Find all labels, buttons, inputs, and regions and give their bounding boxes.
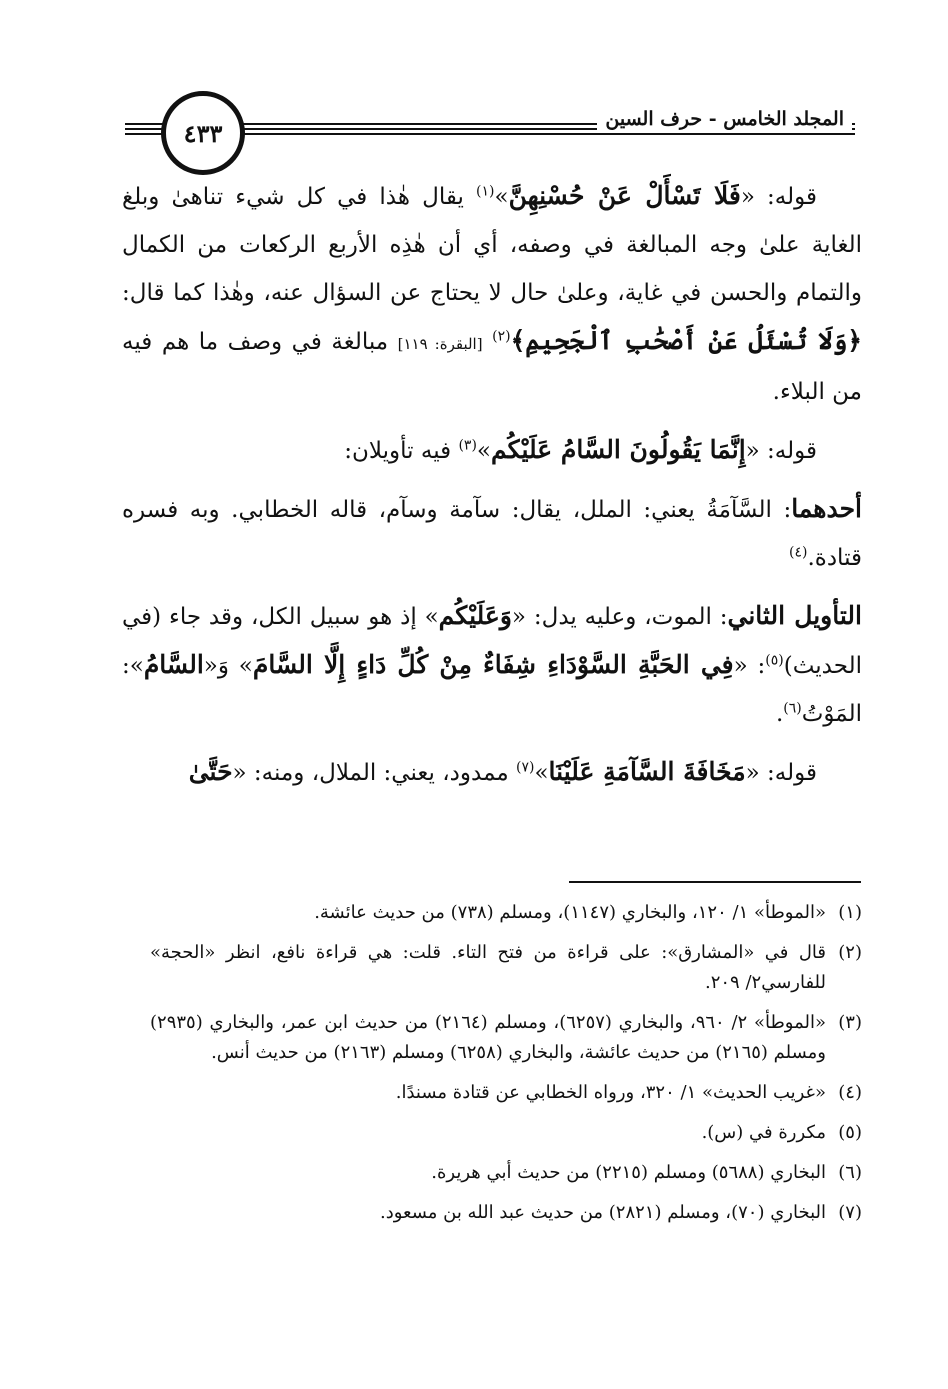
footnote-number: (١) <box>838 902 862 923</box>
paragraph-4 <box>122 592 862 738</box>
p2-close: » <box>476 438 491 464</box>
footnote-text: «الموطأ» ٢/ ٩٦٠، والبخاري (٦٢٥٧)، ومسلم (٢١٦٤) من حديث ابن عمر، والبخاري (٢٩٣٥) ومسلم (٢١٦٥) من حديث عائشة، والبخاري (٦٢٥٨) ومسلم (٢١٦٣) من حديث أنس. <box>150 1012 826 1063</box>
p4-text1: : الموت، وعليه يدل: « <box>511 604 728 630</box>
footnote-text: «الموطأ» ١/ ١٢٠، والبخاري (١١٤٧)، ومسلم (٧٣٨) من حديث عائشة. <box>314 902 826 923</box>
header-rule-middle <box>232 123 602 135</box>
footnote-text: مكررة في (س). <box>701 1122 826 1143</box>
footnote-number: (٧) <box>838 1202 862 1223</box>
p4-text5: »: المَوْتُ <box>122 653 862 727</box>
p4-text6: . <box>775 701 784 727</box>
p4-text2: » إذ هو سبيل الكل، وقد جاء (في الحديث) <box>122 604 862 679</box>
page-number: ٤٣٣ <box>161 91 245 175</box>
footnote-ref-6[interactable]: (٦) <box>783 700 802 717</box>
quran-verse: ﴿وَلَا تُسْئَلُ عَنْ أَصْحَٰبِ ٱلْجَحِيمِ﴾ <box>510 326 862 355</box>
p1-text2: مبالغة في وصف ما هم فيه من البلاء. <box>122 329 862 405</box>
footnote-number: (٢) <box>838 942 862 963</box>
paragraph-1 <box>122 172 862 416</box>
page-header <box>125 84 860 176</box>
p4-term: التأويل الثاني <box>727 601 862 630</box>
p5-lead: قوله: « <box>745 760 817 786</box>
footnote-ref-7[interactable]: (٧) <box>516 759 535 776</box>
p4-text3: : « <box>733 653 766 679</box>
p1-close: » <box>494 184 509 210</box>
p3-text: : السَّآمَةُ يعني: الملل، يقال: سآمة وسآم، قاله الخطابي. وبه فسره قتادة. <box>122 497 862 571</box>
footnote-3 <box>150 1008 862 1068</box>
p5-word: حَتَّىٰ <box>188 757 233 786</box>
footnote-1 <box>150 898 862 928</box>
footnote-number: (٤) <box>838 1082 862 1103</box>
p5-text: ممدود، يعني: الملال، ومنه: « <box>232 760 516 786</box>
p5-close: » <box>534 760 549 786</box>
p5-quote: مَخَافَةَ السَّآمَةِ عَلَيْنَا <box>548 757 746 786</box>
verse-source: [البقرة: ١١٩] <box>397 335 483 353</box>
p4-hadith: فِي الحَبَّةِ السَّوْدَاءِ شِفَاءٌ مِنْ كُلِّ دَاءٍ إِلَّا السَّامَ <box>252 650 734 679</box>
footnote-ref-3[interactable]: (٣) <box>458 437 477 454</box>
header-rule-left <box>125 123 165 135</box>
footnotes <box>150 898 862 1238</box>
running-title: المجلد الخامس - حرف السين <box>597 108 852 130</box>
footnote-number: (٣) <box>838 1012 862 1033</box>
paragraph-3 <box>122 485 862 582</box>
footnote-6 <box>150 1158 862 1188</box>
p3-term: أحدهما <box>791 494 862 523</box>
footnote-text: البخاري (٥٦٨٨) ومسلم (٢٢١٥) من حديث أبي هريرة. <box>431 1162 826 1183</box>
footnote-5 <box>150 1118 862 1148</box>
footnote-ref-4[interactable]: (٤) <box>788 544 808 561</box>
p1-lead: قوله: « <box>740 184 817 210</box>
footnote-4 <box>150 1078 862 1108</box>
main-text <box>122 172 862 807</box>
footnote-text: «غريب الحديث» ١/ ٣٢٠، ورواه الخطابي عن قتادة مسندًا. <box>395 1082 826 1103</box>
p2-lead: قوله: « <box>745 438 817 464</box>
footnote-ref-2[interactable]: (٢) <box>492 328 511 345</box>
p2-text: فيه تأويلان: <box>344 438 459 464</box>
footnote-number: (٦) <box>838 1162 862 1183</box>
p1-text1: يقال هٰذا في كل شيء تناهىٰ وبلغ الغاية علىٰ وجه المبالغة في وصفه، أي أن هٰذِه الأربع الركعات من الكمال والتمام والحسن في غاية، وعلىٰ حال لا يحتاج عن السؤال عنه، وهٰذا كما قال: <box>122 184 862 306</box>
footnote-separator <box>569 881 861 883</box>
paragraph-5 <box>122 748 862 797</box>
footnote-7 <box>150 1198 862 1228</box>
footnote-number: (٥) <box>838 1122 862 1143</box>
p4-word2: السَّامُ <box>143 650 204 679</box>
footnote-text: قال في «المشارق»: على قراءة من فتح التاء. قلت: هي قراءة نافع، انظر «الحجة» للفارسي٢/ ٢٠٩. <box>150 942 826 993</box>
p4-word1: وَعَلَيْكُم <box>438 601 512 630</box>
footnote-ref-1[interactable]: (١) <box>476 183 495 200</box>
p1-quote: فَلَا تَسْأَلْ عَنْ حُسْنِهِنَّ <box>508 181 741 210</box>
p2-quote: إِنَّمَا يَقُولُونَ السَّامُ عَلَيْكُم <box>491 435 746 464</box>
footnote-text: البخاري (٧٠)، ومسلم (٢٨٢١) من حديث عبد الله بن مسعود. <box>379 1202 826 1223</box>
paragraph-2 <box>122 426 862 475</box>
footnote-2 <box>150 938 862 998</box>
p4-text4: » وَ« <box>203 653 253 679</box>
footnote-ref-5[interactable]: (٥) <box>765 652 784 669</box>
